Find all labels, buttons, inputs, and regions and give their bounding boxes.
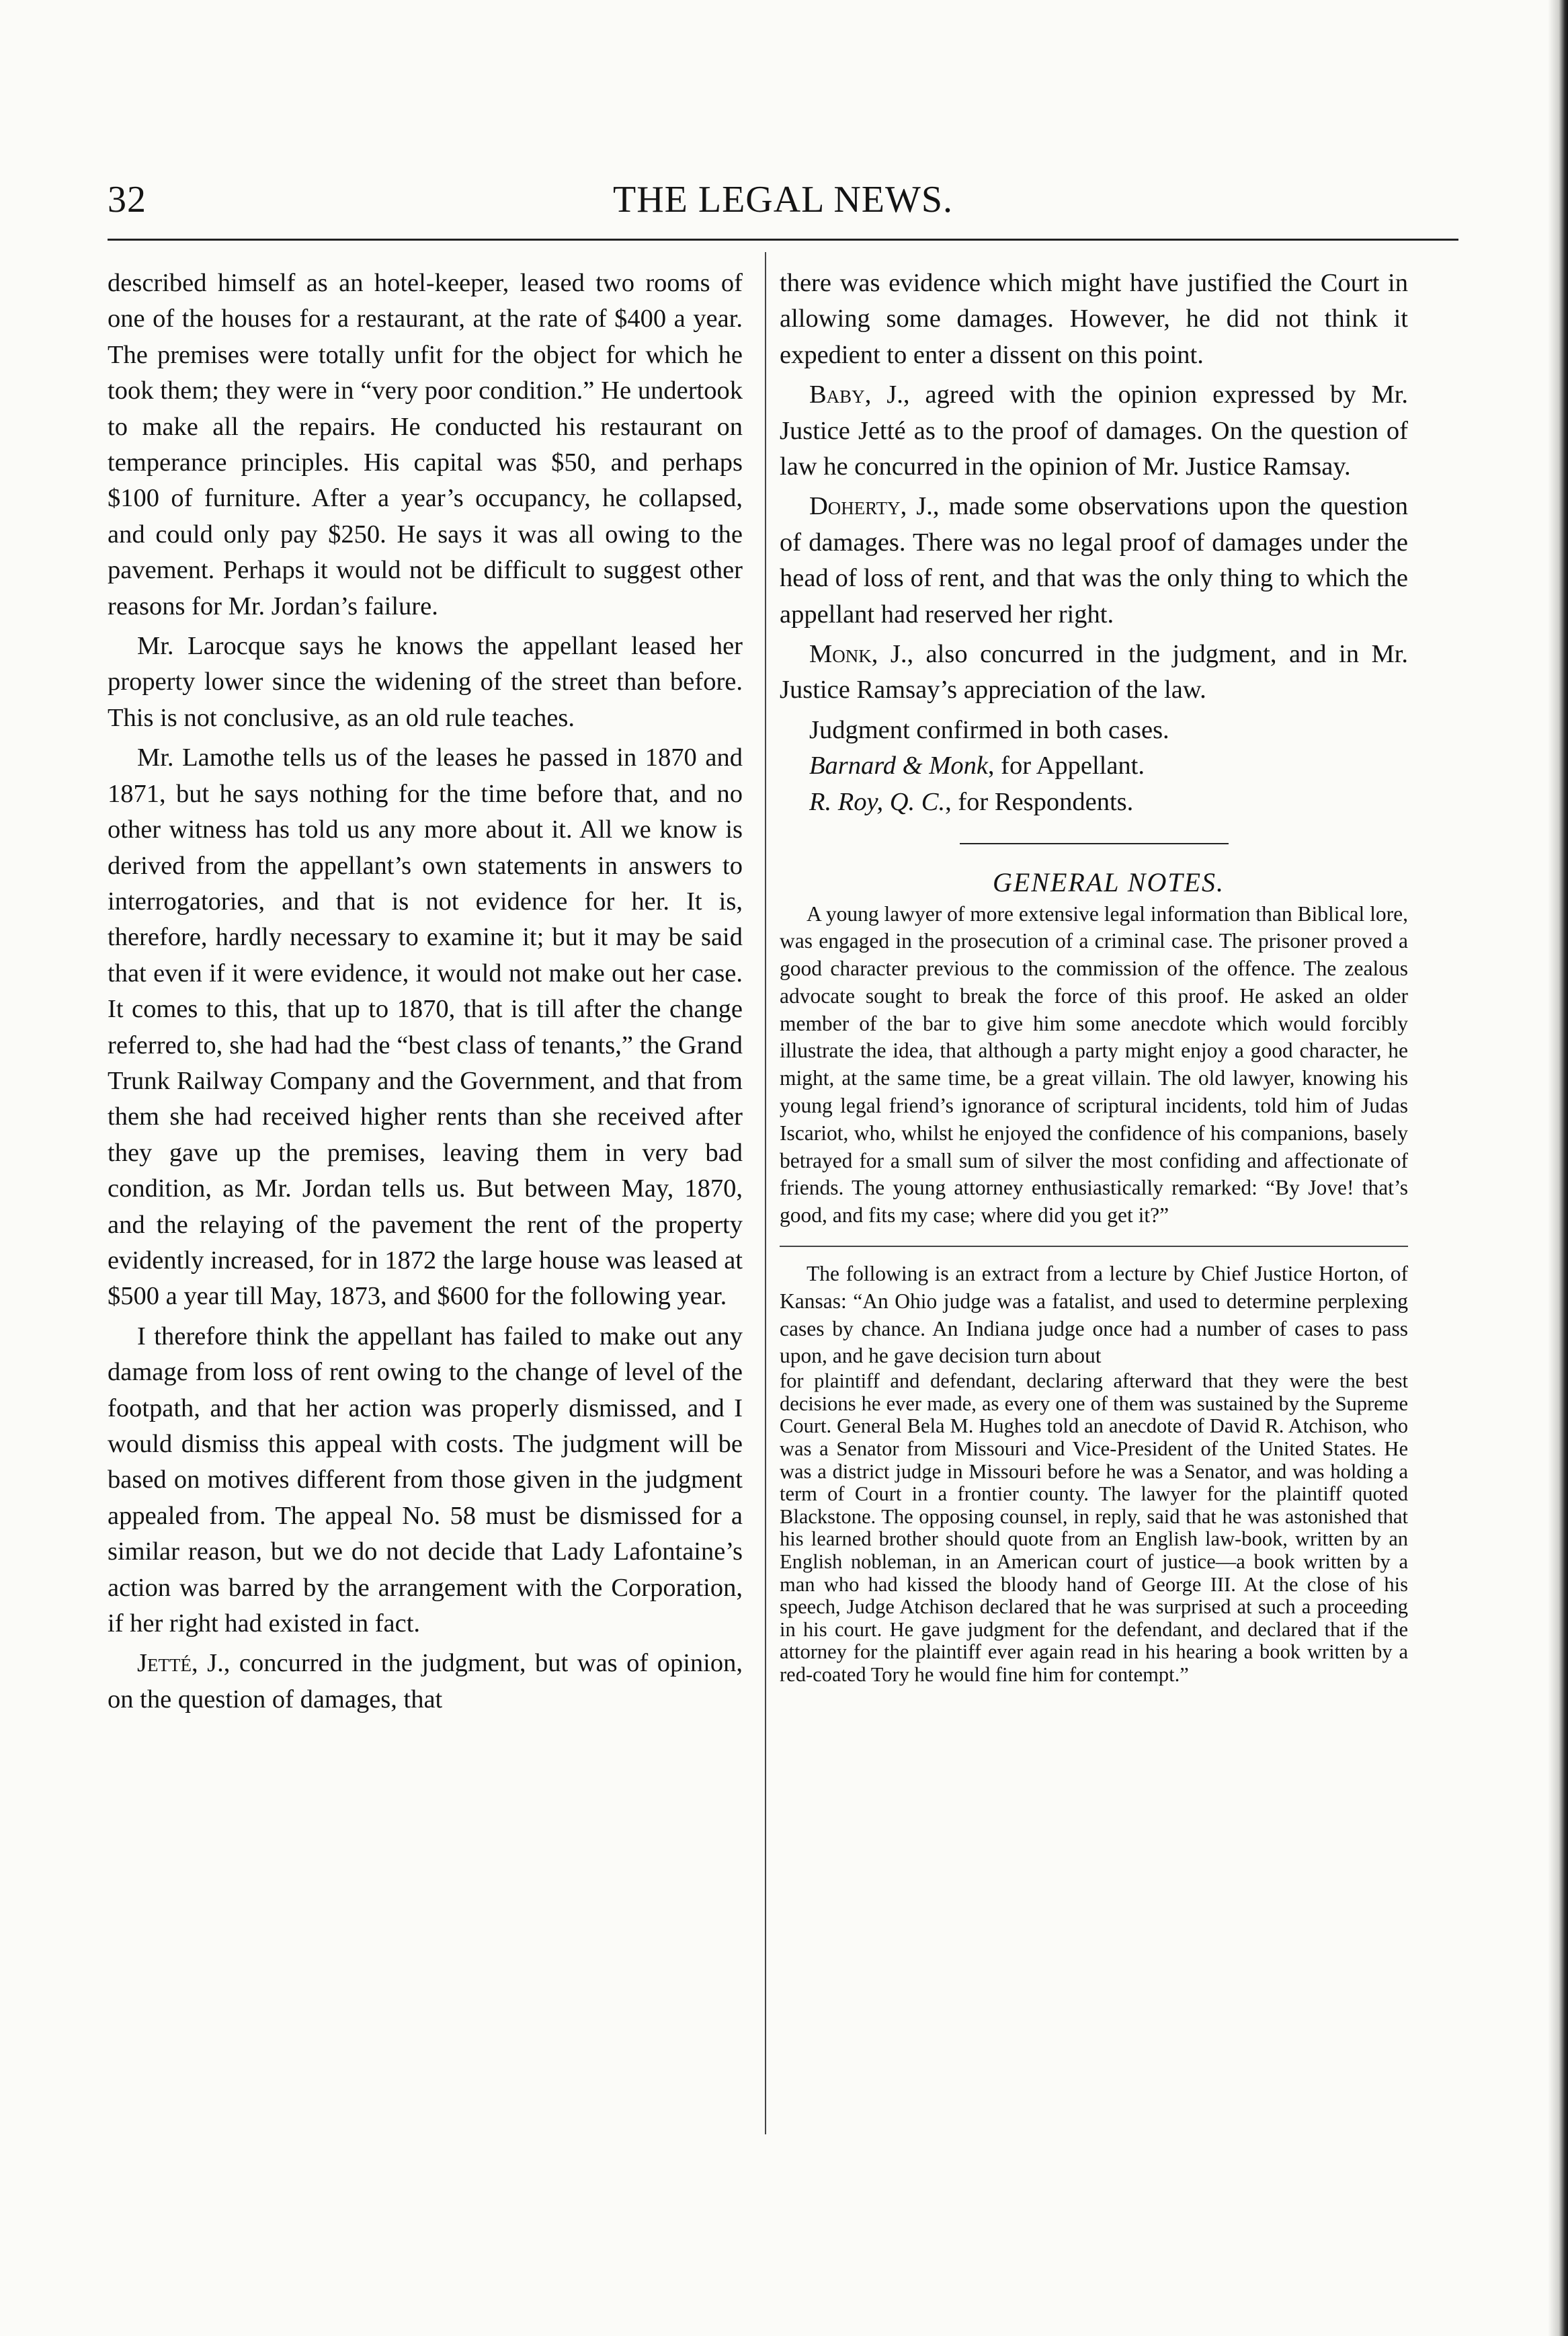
counsel-respondent-role: , for Respondents. [945, 787, 1134, 816]
judgment-line: Judgment confirmed in both cases. [809, 715, 1169, 744]
column-divider [765, 252, 766, 2134]
paragraph-continuation: described himself as an hotel-keeper, leased two rooms of one of the houses for a restaurant, at the rate of $400 a year. The premises were totally unfit for the object for which he took them; they were in “very poor condition.” He undertook to make all the repairs. He conducted his restaurant on temperance principles. His capital was $50, and perhaps $100 of furniture. After a year’s occupancy, he collapsed, and could only pay $250. He says it was all owing to the pavement. Perhaps it would not be difficult to suggest other reasons for Mr. Jordan’s failure. [108, 269, 743, 620]
section-rule [960, 843, 1229, 844]
left-column [108, 266, 743, 1718]
note-horton-intro: The following is an extract from a lecture by Chief Justice Horton, of Kansas: “An Ohio judge was a fatalist, and used to determine perplexing cases by chance. An Indiana judge once had a number of cases to pass upon, and he gave decision turn about [780, 1262, 1408, 1368]
counsel-appellant-name: Barnard & Monk [809, 752, 988, 780]
baby-opinion: , J., agreed with the opinion expressed by Mr. Justice Jetté as to the proof of damages. On the question of law he concurred in the opinion of Mr. Justice Ramsay. [780, 380, 1408, 481]
general-notes-heading: GENERAL NOTES. [992, 867, 1225, 898]
jette-opinion: , J., concurred in the judgment, but was of opinion, on the question of damages, that [108, 1649, 743, 1714]
paragraph-larocque: Mr. Larocque says he knows the appellant leased her property lower since the widening of the street than before. This is not conclusive, as an old rule teaches. [108, 632, 743, 732]
judge-name-baby: Baby [809, 380, 865, 409]
paragraph-baby [780, 377, 1408, 485]
scan-page-edge [1548, 0, 1568, 2336]
notes-divider [780, 1246, 1408, 1247]
judge-name-doherty: Doherty [809, 492, 901, 521]
paragraph-jette [108, 1646, 743, 1718]
running-title: THE LEGAL NEWS. [613, 179, 953, 220]
judge-name-monk: Monk [809, 640, 872, 669]
paragraph-conclusion: I therefore think the appellant has failed to make out any damage from loss of rent owing to the change of level of the footpath, and that her action was properly dismissed, and I would dismiss this appeal with costs. The judgment will be based on motives different from those given in the judgment appealed from. The appeal No. 58 must be dismissed for a similar reason, but we do not decide that Lady Lafontaine’s action was barred by the arrangement with the Corporation, if her right had existed in fact. [108, 1322, 743, 1638]
counsel-respondent [780, 784, 1408, 820]
note-young-lawyer: A young lawyer of more extensive legal information than Biblical lore, was engaged in the prosecution of a criminal case. The prisoner proved a good character previous to the commission of the offence. The zealous advocate sought to break the force of this proof. He asked an older member of the bar to give him some anecdote which would forcibly illustrate the idea, that although a party might enjoy a good character, he might, at the same time, be a great villain. The old lawyer, knowing his young legal friend’s ignorance of scriptural incidents, told him of Judas Iscariot, who, whilst he enjoyed the confidence of his companions, basely betrayed for a small sum of silver the most confiding and affectionate of friends. The young attorney enthusiastically remarked: “By Jove! that’s good, and fits my case; where did you get it?” [780, 901, 1408, 1227]
header-rule [108, 239, 1458, 241]
counsel-respondent-name: R. Roy, Q. C. [809, 787, 946, 816]
paragraph-doherty [780, 489, 1408, 633]
monk-opinion: , J., also concurred in the judgment, and in Mr. Justice Ramsay’s appreciation of the law. [780, 640, 1408, 704]
note-horton-body: for plaintiff and defendant, declaring afterward that they were the best decisions he ever made, as every one of them was sustained by the Supreme Court. General Bela M. Hughes told an anecdote of David R. Atchison, who was a Senator from Missouri and Vice-President of the United States. He was a district judge in Missouri before he was a Senator, and was holding a term of Court in a frontier county. The lawyer for the plaintiff quoted Blackstone. The opposing counsel, in reply, said that he was astonished that his learned brother should quote from an English law-book, written by an English nobleman, in an American court of justice—a book written by a man who had kissed the bloody hand of George III. At the close of his speech, Judge Atchison declared that he was surprised at such a proceeding in his court. He gave judgment for the defendant, and declared that if the attorney for the plaintiff ever again read in his hearing a book written by a red-coated Tory he would fine him for contempt.” [780, 1369, 1408, 1686]
counsel-appellant-role: , for Appellant. [987, 752, 1145, 780]
right-column [780, 266, 1408, 1687]
counsel-appellant [780, 748, 1408, 784]
judge-name-jette: Jetté [137, 1649, 192, 1678]
page-number: 32 [108, 179, 147, 220]
doherty-opinion: , J., made some observations upon the question of damages. There was no legal proof of damages under the head of loss of rent, and that was the only thing to which the appellant had reserved her right. [780, 492, 1408, 629]
paragraph-jette-continued: there was evidence which might have justified the Court in allowing some damages. However, he did not think it expedient to enter a dissent on this point. [780, 269, 1408, 369]
paragraph-monk [780, 637, 1408, 709]
page-header [108, 171, 1458, 232]
paragraph-lamothe: Mr. Lamothe tells us of the leases he passed in 1870 and 1871, but he says nothing for the time before that, and no other witness has told us any more about it. All we know is derived from the appellant’s own statements in answers to interrogatories, and that is not evidence for her. It is, therefore, hardly necessary to examine it; but it may be said that even if it were evidence, it would not make out her case. It comes to this, that up to 1870, that is till after the change referred to, she had had the “best class of tenants,” the Grand Trunk Railway Company and the Government, and that from them she had received higher rents than she received after they gave up the premises, leaving them in very bad condition, as Mr. Jordan tells us. But between May, 1870, and the relaying of the pavement the rent of the property evidently increased, for in 1872 the large house was leased at $500 a year till May, 1873, and $600 for the following year. [108, 743, 743, 1311]
general-notes [780, 901, 1408, 1687]
